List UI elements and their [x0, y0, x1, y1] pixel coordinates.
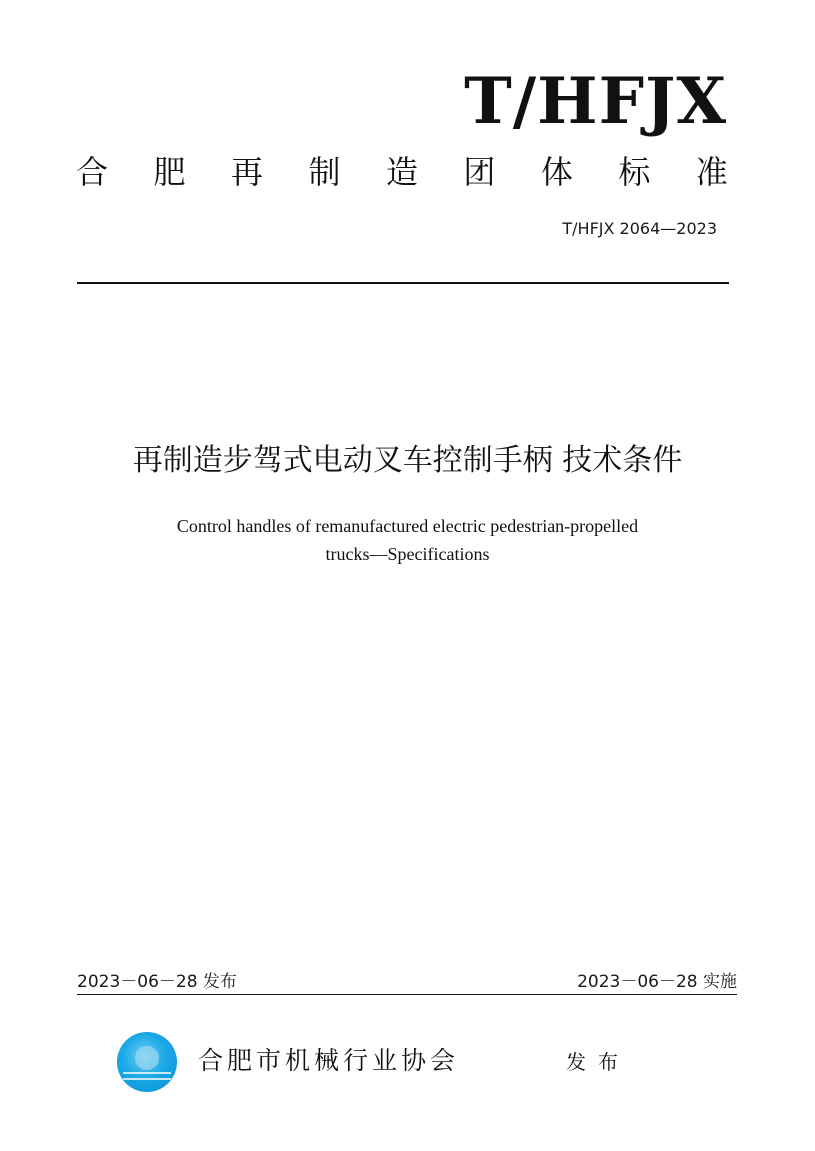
standard-code-logo: T/HFJX — [464, 64, 727, 139]
standard-type-char: 制 — [308, 153, 341, 191]
standard-type-char: 合 — [76, 153, 109, 191]
footer-divider — [77, 994, 737, 995]
english-title-line: trucks—Specifications — [325, 544, 490, 564]
standard-type-char: 造 — [385, 153, 418, 191]
standard-type-char: 团 — [463, 153, 496, 191]
header-divider — [77, 282, 729, 284]
standard-type-char: 再 — [230, 153, 263, 191]
english-title-line: Control handles of remanufactured electric pedestrian-propelled — [176, 516, 639, 536]
issued-label: 发布 — [566, 1050, 630, 1074]
standard-type-char: 体 — [540, 153, 573, 191]
standard-number: T/HFJX 2064—2023 — [562, 219, 717, 238]
standard-type-char: 肥 — [153, 153, 186, 191]
implement-date: 2023－06－28 实施 — [577, 972, 737, 992]
standard-type-char: 准 — [695, 153, 728, 191]
association-seal-icon — [117, 1032, 177, 1092]
issuer-name: 合肥市机械行业协会 — [198, 1046, 460, 1075]
date-row — [77, 972, 737, 992]
standard-type-char: 标 — [618, 153, 651, 191]
standard-type-heading — [76, 153, 728, 191]
document-title-english — [120, 512, 695, 568]
publish-date: 2023－06－28 发布 — [77, 972, 237, 992]
document-title-chinese: 再制造步驾式电动叉车控制手柄 技术条件 — [132, 443, 683, 478]
